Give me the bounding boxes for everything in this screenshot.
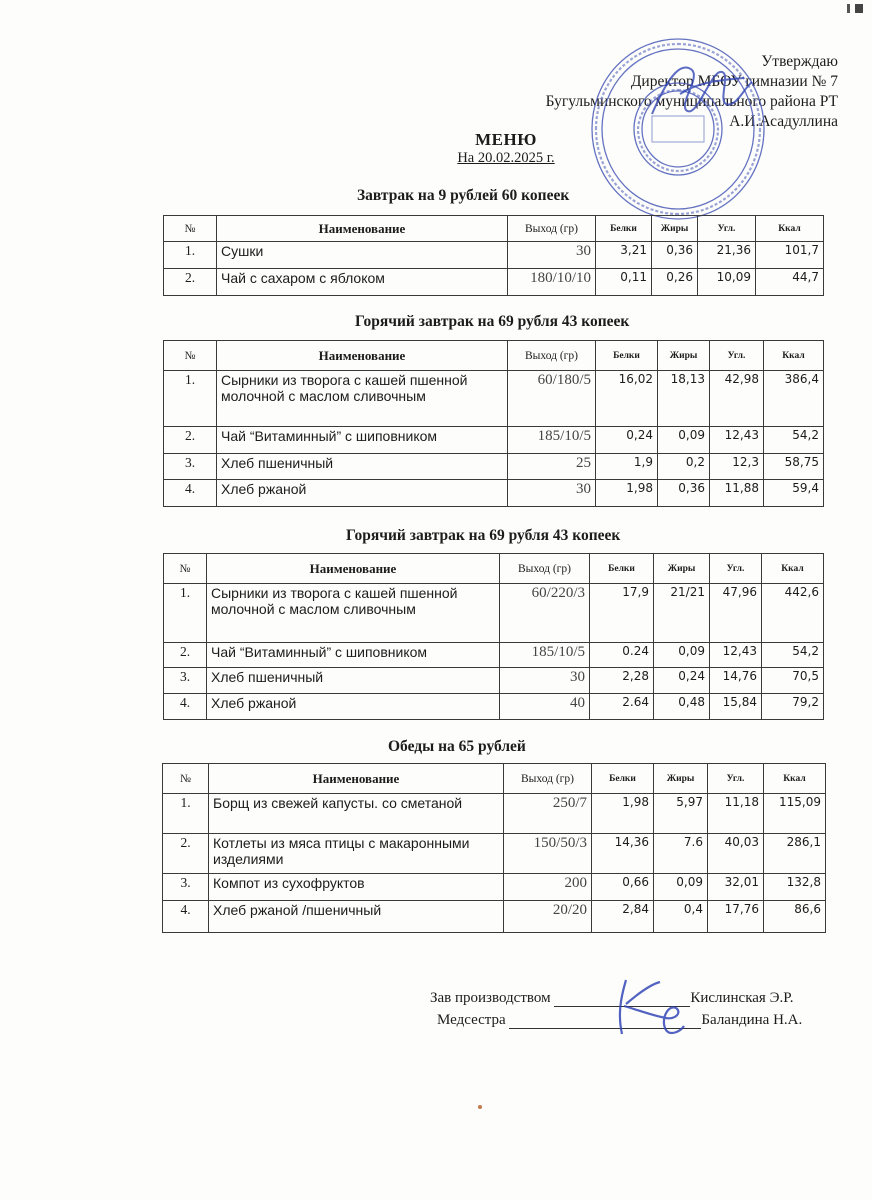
dish-kcal: 54,2 xyxy=(762,643,824,668)
menu-table-hot-breakfast-2 xyxy=(163,553,824,720)
dish-carbs: 10,09 xyxy=(698,269,756,296)
dish-name: Хлеб пшеничный xyxy=(207,668,500,694)
col-header-carbs: Угл. xyxy=(698,216,756,242)
dish-fat: 0,2 xyxy=(658,454,710,480)
row-num: 1. xyxy=(164,584,207,643)
dish-protein: 2,28 xyxy=(590,668,654,694)
dish-output: 30 xyxy=(500,668,590,694)
dish-output: 30 xyxy=(508,480,596,507)
dish-kcal: 115,09 xyxy=(764,794,826,834)
dish-carbs: 11,88 xyxy=(710,480,764,507)
table-row xyxy=(163,794,826,834)
dish-kcal: 79,2 xyxy=(762,694,824,720)
col-header-num: № xyxy=(163,764,209,794)
dish-kcal: 58,75 xyxy=(764,454,824,480)
approval-line: Директор МБОУ гимназии № 7 xyxy=(630,73,838,90)
paper-speck xyxy=(478,1105,482,1109)
col-header-num: № xyxy=(164,554,207,584)
dish-protein: 1,9 xyxy=(596,454,658,480)
row-num: 4. xyxy=(164,694,207,720)
col-header-num: № xyxy=(164,216,217,242)
dish-name: Сушки xyxy=(217,242,508,269)
dish-fat: 0,09 xyxy=(654,643,710,668)
col-header-kcal: Ккал xyxy=(764,341,824,371)
document-header xyxy=(436,130,576,167)
table-row xyxy=(164,668,824,694)
table-row xyxy=(164,269,824,296)
dish-output: 185/10/5 xyxy=(500,643,590,668)
dish-fat: 0,48 xyxy=(654,694,710,720)
dish-output: 60/180/5 xyxy=(508,371,596,427)
col-header-protein: Белки xyxy=(590,554,654,584)
dish-output: 150/50/3 xyxy=(504,834,592,874)
section-title: Горячий завтрак на 69 рубля 43 копеек xyxy=(346,527,621,544)
dish-carbs: 42,98 xyxy=(710,371,764,427)
dish-fat: 0,24 xyxy=(654,668,710,694)
dish-name: Чай “Витаминный” с шиповником xyxy=(207,643,500,668)
dish-carbs: 47,96 xyxy=(710,584,762,643)
col-header-fat: Жиры xyxy=(654,764,708,794)
menu-table-breakfast xyxy=(163,215,824,296)
dish-protein: 0,11 xyxy=(596,269,652,296)
dish-fat: 0,09 xyxy=(658,427,710,454)
dish-kcal: 442,6 xyxy=(762,584,824,643)
dish-output: 25 xyxy=(508,454,596,480)
dish-protein: 17,9 xyxy=(590,584,654,643)
row-num: 2. xyxy=(163,834,209,874)
dish-name: Хлеб ржаной xyxy=(207,694,500,720)
dish-protein: 0,66 xyxy=(592,874,654,901)
col-header-fat: Жиры xyxy=(658,341,710,371)
dish-output: 200 xyxy=(504,874,592,901)
row-num: 3. xyxy=(164,668,207,694)
dish-fat: 0,36 xyxy=(658,480,710,507)
section-title: Обеды на 65 рублей xyxy=(388,738,526,755)
dish-name: Борщ из свежей капусты. со сметаной xyxy=(209,794,504,834)
dish-output: 20/20 xyxy=(504,901,592,933)
table-row xyxy=(164,584,824,643)
table-row xyxy=(164,427,824,454)
table-row xyxy=(164,242,824,269)
signer-role: Зав производством xyxy=(430,990,551,1006)
col-header-protein: Белки xyxy=(596,216,652,242)
dish-carbs: 32,01 xyxy=(708,874,764,901)
table-row xyxy=(164,454,824,480)
row-num: 2. xyxy=(164,643,207,668)
menu-date: На 20.02.2025 г. xyxy=(457,150,555,166)
production-signature xyxy=(596,972,688,1042)
dish-fat: 18,13 xyxy=(658,371,710,427)
col-header-fat: Жиры xyxy=(654,554,710,584)
table-row xyxy=(163,874,826,901)
col-header-name: Наименование xyxy=(209,764,504,794)
dish-name: Сырники из творога с кашей пшенной молочной с маслом сливочным xyxy=(217,371,508,427)
col-header-protein: Белки xyxy=(592,764,654,794)
dish-kcal: 70,5 xyxy=(762,668,824,694)
menu-table-lunch xyxy=(162,763,826,933)
dish-protein: 14,36 xyxy=(592,834,654,874)
dish-fat: 0,36 xyxy=(652,242,698,269)
dish-fat: 0,4 xyxy=(654,901,708,933)
row-num: 2. xyxy=(164,269,217,296)
col-header-output: Выход (гр) xyxy=(504,764,592,794)
dish-carbs: 17,76 xyxy=(708,901,764,933)
dish-fat: 7.6 xyxy=(654,834,708,874)
signer-name: Баландина Н.А. xyxy=(701,1012,803,1028)
dish-protein: 1,98 xyxy=(592,794,654,834)
col-header-name: Наименование xyxy=(217,341,508,371)
signer-role: Медсестра xyxy=(437,1012,506,1028)
section-title: Завтрак на 9 рублей 60 копеек xyxy=(357,187,570,204)
dish-name: Сырники из творога с кашей пшенной молочной с маслом сливочным xyxy=(207,584,500,643)
table-row xyxy=(163,834,826,874)
col-header-carbs: Угл. xyxy=(710,554,762,584)
table-row xyxy=(164,371,824,427)
menu-table-hot-breakfast-1 xyxy=(163,340,824,507)
dish-kcal: 59,4 xyxy=(764,480,824,507)
dish-protein: 1,98 xyxy=(596,480,658,507)
dish-protein: 2,84 xyxy=(592,901,654,933)
dish-name: Хлеб ржаной xyxy=(217,480,508,507)
col-header-name: Наименование xyxy=(217,216,508,242)
dish-kcal: 54,2 xyxy=(764,427,824,454)
dish-carbs: 21,36 xyxy=(698,242,756,269)
col-header-carbs: Угл. xyxy=(710,341,764,371)
dish-carbs: 12,43 xyxy=(710,643,762,668)
dish-carbs: 15,84 xyxy=(710,694,762,720)
approval-line: А.И.Асадуллина xyxy=(729,113,838,130)
approval-line: Утверждаю xyxy=(761,53,838,70)
dish-protein: 0,24 xyxy=(596,427,658,454)
dish-kcal: 286,1 xyxy=(764,834,826,874)
row-num: 4. xyxy=(164,480,217,507)
signer-name: Кислинская Э.Р. xyxy=(690,990,794,1006)
dish-output: 60/220/3 xyxy=(500,584,590,643)
dish-output: 250/7 xyxy=(504,794,592,834)
row-num: 2. xyxy=(164,427,217,454)
dish-protein: 0.24 xyxy=(590,643,654,668)
col-header-output: Выход (гр) xyxy=(500,554,590,584)
dish-protein: 16,02 xyxy=(596,371,658,427)
table-row xyxy=(164,643,824,668)
col-header-num: № xyxy=(164,341,217,371)
dish-fat: 0,09 xyxy=(654,874,708,901)
dish-output: 180/10/10 xyxy=(508,269,596,296)
table-row xyxy=(164,480,824,507)
col-header-kcal: Ккал xyxy=(756,216,824,242)
section-title: Горячий завтрак на 69 рубля 43 копеек xyxy=(355,313,630,330)
row-num: 1. xyxy=(164,371,217,427)
director-signature xyxy=(640,52,760,132)
dish-carbs: 11,18 xyxy=(708,794,764,834)
row-num: 1. xyxy=(163,794,209,834)
dish-carbs: 12,43 xyxy=(710,427,764,454)
col-header-kcal: Ккал xyxy=(764,764,826,794)
col-header-carbs: Угл. xyxy=(708,764,764,794)
col-header-name: Наименование xyxy=(207,554,500,584)
dish-name: Компот из сухофруктов xyxy=(209,874,504,901)
dish-fat: 21/21 xyxy=(654,584,710,643)
dish-kcal: 44,7 xyxy=(756,269,824,296)
col-header-output: Выход (гр) xyxy=(508,341,596,371)
row-num: 1. xyxy=(164,242,217,269)
dish-protein: 3,21 xyxy=(596,242,652,269)
dish-name: Хлеб пшеничный xyxy=(217,454,508,480)
dish-output: 40 xyxy=(500,694,590,720)
dish-name: Котлеты из мяса птицы с макаронными изделиями xyxy=(209,834,504,874)
col-header-protein: Белки xyxy=(596,341,658,371)
scan-mark xyxy=(855,4,863,13)
dish-fat: 0,26 xyxy=(652,269,698,296)
dish-fat: 5,97 xyxy=(654,794,708,834)
dish-carbs: 40,03 xyxy=(708,834,764,874)
dish-output: 185/10/5 xyxy=(508,427,596,454)
dish-protein: 2.64 xyxy=(590,694,654,720)
row-num: 3. xyxy=(164,454,217,480)
col-header-output: Выход (гр) xyxy=(508,216,596,242)
col-header-fat: Жиры xyxy=(652,216,698,242)
dish-kcal: 86,6 xyxy=(764,901,826,933)
approval-line: Бугульминского муниципального района РТ xyxy=(545,93,838,110)
table-row xyxy=(164,694,824,720)
dish-kcal: 101,7 xyxy=(756,242,824,269)
dish-kcal: 386,4 xyxy=(764,371,824,427)
dish-kcal: 132,8 xyxy=(764,874,826,901)
page-title: МЕНЮ xyxy=(475,130,537,149)
scan-mark xyxy=(847,4,850,13)
dish-carbs: 14,76 xyxy=(710,668,762,694)
col-header-kcal: Ккал xyxy=(762,554,824,584)
dish-carbs: 12,3 xyxy=(710,454,764,480)
dish-output: 30 xyxy=(508,242,596,269)
row-num: 4. xyxy=(163,901,209,933)
row-num: 3. xyxy=(163,874,209,901)
dish-name: Чай “Витаминный” с шиповником xyxy=(217,427,508,454)
dish-name: Чай с сахаром с яблоком xyxy=(217,269,508,296)
dish-name: Хлеб ржаной /пшеничный xyxy=(209,901,504,933)
table-row xyxy=(163,901,826,933)
